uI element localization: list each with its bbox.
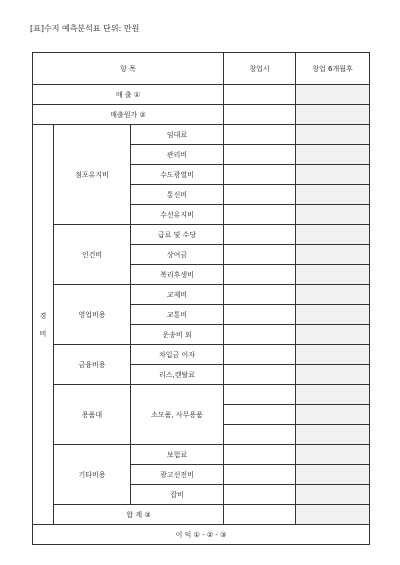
value-cell[interactable] xyxy=(224,425,296,445)
header-6months: 창업 6개월후 xyxy=(296,53,370,85)
value-cell[interactable] xyxy=(296,265,370,285)
value-cell[interactable] xyxy=(296,105,370,125)
value-cell[interactable] xyxy=(296,385,370,405)
value-cell[interactable] xyxy=(296,185,370,205)
value-cell[interactable] xyxy=(296,205,370,225)
expenses-label xyxy=(33,125,54,525)
header-item: 항 목 xyxy=(33,53,224,85)
expense-row xyxy=(33,285,370,305)
financial-label: 금융비용 xyxy=(54,345,131,385)
supplies-label: 용품대 xyxy=(54,385,131,445)
value-cell[interactable] xyxy=(224,325,296,345)
value-cell[interactable] xyxy=(296,505,370,525)
document-title: [표]수지 예측분석표 단위: 만원 xyxy=(30,24,140,33)
store-maintenance-label: 점포유지비 xyxy=(54,125,131,225)
value-cell[interactable] xyxy=(224,445,296,465)
expense-item: 리스,렌탈료 xyxy=(131,365,224,385)
expense-item: 상여금 xyxy=(131,245,224,265)
value-cell[interactable] xyxy=(296,325,370,345)
expense-item: 소모품, 사무용품 xyxy=(131,385,224,445)
expense-row xyxy=(33,225,370,245)
value-cell[interactable] xyxy=(224,145,296,165)
operating-label: 영업비용 xyxy=(54,285,131,345)
value-cell[interactable] xyxy=(296,345,370,365)
value-cell[interactable] xyxy=(296,365,370,385)
profit-label: 이 익 ① - ② - ③ xyxy=(33,525,370,545)
expense-item: 보험료 xyxy=(131,445,224,465)
sales-row xyxy=(33,85,370,105)
expense-item: 교제비 xyxy=(131,285,224,305)
expense-item: 잡비 xyxy=(131,485,224,505)
value-cell[interactable] xyxy=(296,405,370,425)
value-cell[interactable] xyxy=(224,405,296,425)
expense-row xyxy=(33,345,370,365)
value-cell[interactable] xyxy=(296,165,370,185)
expense-item: 광고선전비 xyxy=(131,465,224,485)
value-cell[interactable] xyxy=(296,445,370,465)
expense-row xyxy=(33,125,370,145)
expense-item: 급료 및 수당 xyxy=(131,225,224,245)
value-cell[interactable] xyxy=(224,285,296,305)
value-cell[interactable] xyxy=(296,425,370,445)
expense-item: 복리후생비 xyxy=(131,265,224,285)
value-cell[interactable] xyxy=(224,485,296,505)
expense-item: 임대료 xyxy=(131,125,224,145)
value-cell[interactable] xyxy=(224,205,296,225)
profit-row xyxy=(33,525,370,545)
sales-label: 매 출 ① xyxy=(33,85,224,105)
expense-item: 차입금 이자 xyxy=(131,345,224,365)
budget-forecast-table xyxy=(32,52,370,545)
value-cell[interactable] xyxy=(224,505,296,525)
cost-of-sales-row xyxy=(33,105,370,125)
value-cell[interactable] xyxy=(224,245,296,265)
value-cell[interactable] xyxy=(296,225,370,245)
header-opening: 창업시 xyxy=(224,53,296,85)
value-cell[interactable] xyxy=(296,125,370,145)
value-cell[interactable] xyxy=(224,345,296,365)
expenses-label-char: 경 xyxy=(39,311,47,320)
expense-item: 수도광열비 xyxy=(131,165,224,185)
expense-item: 운송비 외 xyxy=(131,325,224,345)
value-cell[interactable] xyxy=(296,85,370,105)
value-cell[interactable] xyxy=(224,185,296,205)
value-cell[interactable] xyxy=(224,385,296,405)
value-cell[interactable] xyxy=(224,225,296,245)
value-cell[interactable] xyxy=(296,465,370,485)
value-cell[interactable] xyxy=(224,265,296,285)
expenses-label-char: 비 xyxy=(39,329,47,338)
value-cell[interactable] xyxy=(224,85,296,105)
personnel-label: 인건비 xyxy=(54,225,131,285)
expense-row xyxy=(33,385,370,405)
value-cell[interactable] xyxy=(296,145,370,165)
cost-of-sales-label: 매출원가 ② xyxy=(33,105,224,125)
other-label: 기타비용 xyxy=(54,445,131,505)
expense-item: 관리비 xyxy=(131,145,224,165)
expense-item: 수선유지비 xyxy=(131,205,224,225)
expense-item: 교통비 xyxy=(131,305,224,325)
value-cell[interactable] xyxy=(224,465,296,485)
value-cell[interactable] xyxy=(224,365,296,385)
total-label: 합 계 ③ xyxy=(54,505,224,525)
total-row xyxy=(33,505,370,525)
value-cell[interactable] xyxy=(296,285,370,305)
value-cell[interactable] xyxy=(224,125,296,145)
header-row xyxy=(33,53,370,85)
value-cell[interactable] xyxy=(296,245,370,265)
value-cell[interactable] xyxy=(296,485,370,505)
value-cell[interactable] xyxy=(224,165,296,185)
expense-row xyxy=(33,445,370,465)
value-cell[interactable] xyxy=(224,105,296,125)
expense-item: 통신비 xyxy=(131,185,224,205)
value-cell[interactable] xyxy=(224,305,296,325)
value-cell[interactable] xyxy=(296,305,370,325)
